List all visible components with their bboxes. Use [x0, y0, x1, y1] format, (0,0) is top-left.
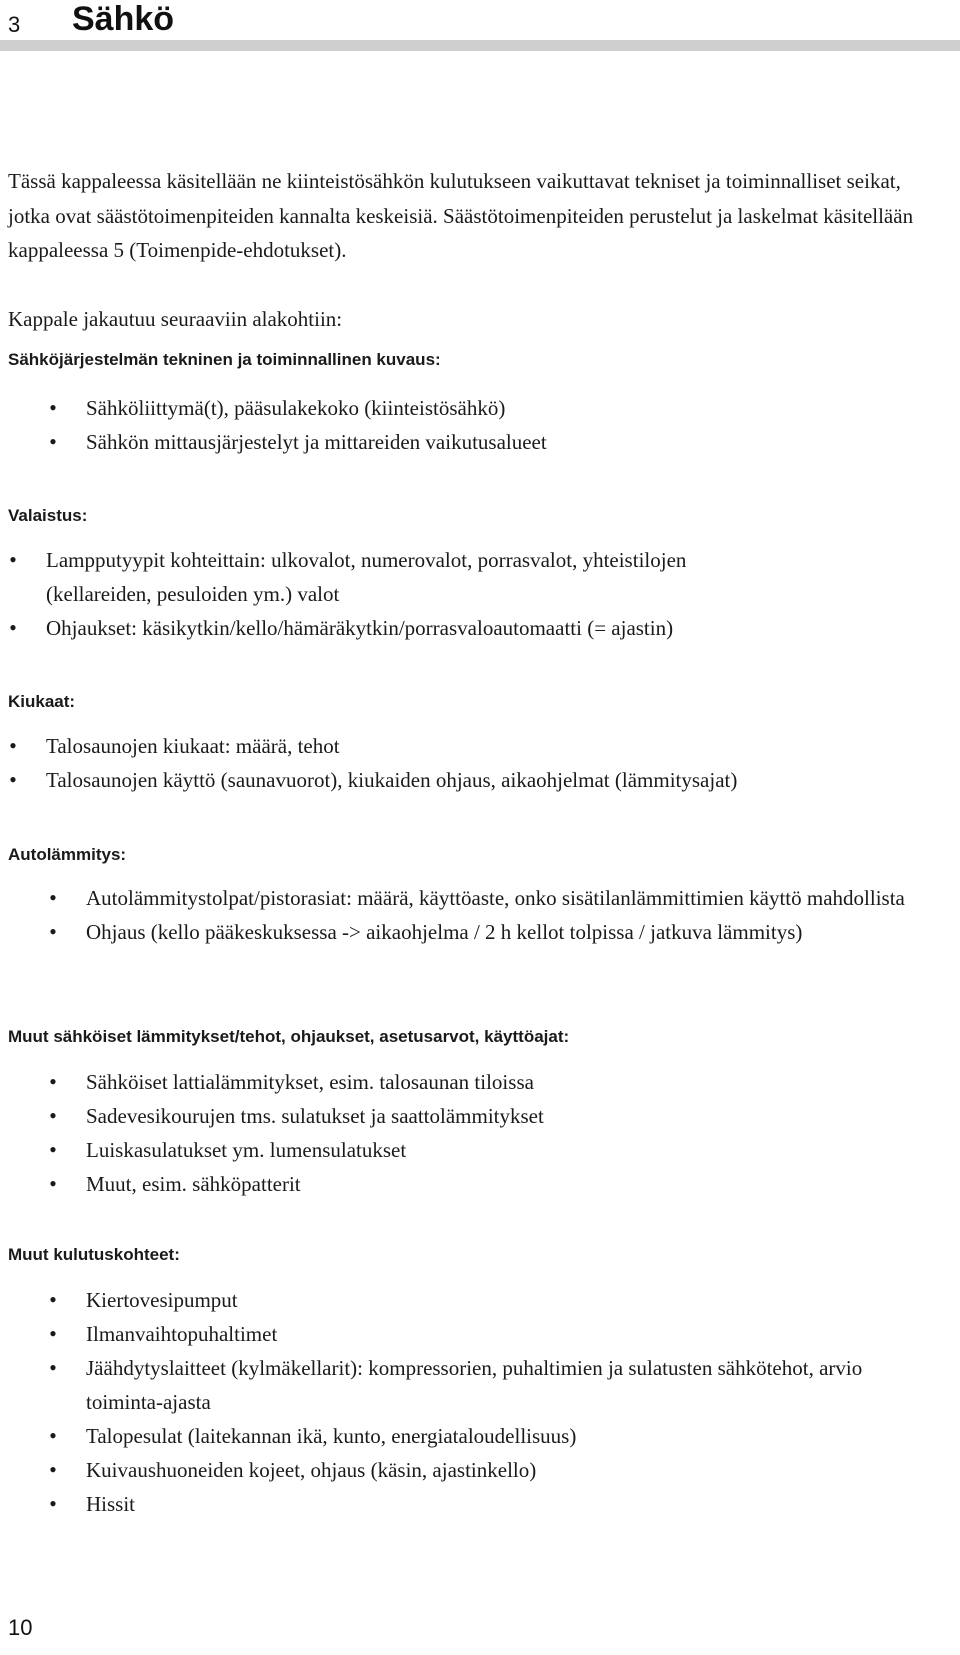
bullet-list — [49, 881, 906, 949]
bullet-list — [9, 543, 786, 645]
bullet-icon: • — [49, 429, 57, 454]
bullet-list — [49, 391, 946, 459]
bullet-icon: • — [49, 919, 57, 944]
list-item: • Jäähdytyslaitteet (kylmäkellarit): kompressorien, puhaltimien ja sulatusten sähkötehot, arvio toiminta-ajasta — [86, 1351, 876, 1419]
bullet-icon: • — [49, 1355, 57, 1380]
chapter-header — [0, 0, 960, 56]
bullet-icon: • — [49, 1069, 57, 1094]
section-heading: Autolämmitys: — [8, 845, 127, 864]
bullet-icon: • — [9, 733, 17, 758]
list-item: • Ohjaukset: käsikytkin/kello/hämäräkytkin/porrasvaloautomaatti (= ajastin) — [46, 611, 786, 645]
bullet-icon: • — [9, 615, 17, 640]
section-heading: Muut kulutuskohteet: — [8, 1245, 180, 1264]
list-item: • Luiskasulatukset ym. lumensulatukset — [86, 1133, 946, 1167]
list-item: • Hissit — [86, 1487, 876, 1521]
bullet-icon: • — [49, 395, 57, 420]
bullet-icon: • — [49, 885, 57, 910]
list-item: • Talopesulat (laitekannan ikä, kunto, energiataloudellisuus) — [86, 1419, 876, 1453]
bullet-icon: • — [49, 1103, 57, 1128]
bullet-icon: • — [49, 1321, 57, 1346]
bullet-icon: • — [49, 1491, 57, 1516]
bullet-icon: • — [49, 1171, 57, 1196]
header-rule — [0, 40, 960, 51]
list-item: • Ohjaus (kello pääkeskuksessa -> aikaohjelma / 2 h kellot tolpissa / jatkuva lämmitys) — [86, 915, 906, 949]
list-item: • Kiertovesipumput — [86, 1283, 876, 1317]
section-heading: Kiukaat: — [8, 692, 76, 711]
bullet-list — [9, 729, 946, 797]
list-item: • Talosaunojen käyttö (saunavuorot), kiukaiden ohjaus, aikaohjelmat (lämmitysajat) — [46, 763, 946, 797]
list-item: • Autolämmitystolpat/pistorasiat: määrä, käyttöaste, onko sisätilanlämmittimien käyttö mahdollista — [86, 881, 906, 915]
bullet-icon: • — [9, 547, 17, 572]
section-heading: Valaistus: — [8, 506, 88, 525]
chapter-number: 3 — [8, 12, 21, 37]
list-item: • Sadevesikourujen tms. sulatukset ja saattolämmitykset — [86, 1099, 946, 1133]
bullet-icon: • — [49, 1423, 57, 1448]
bullet-icon: • — [49, 1457, 57, 1482]
bullet-icon: • — [49, 1287, 57, 1312]
section-heading: Muut sähköiset lämmitykset/tehot, ohjaukset, asetusarvot, käyttöajat: — [8, 1027, 570, 1046]
bullet-list — [49, 1065, 946, 1201]
list-item: • Kuivaushuoneiden kojeet, ohjaus (käsin, ajastinkello) — [86, 1453, 876, 1487]
list-item: • Sähköiset lattialämmitykset, esim. talosaunan tiloissa — [86, 1065, 946, 1099]
bullet-list — [49, 1283, 876, 1521]
intro-paragraph: Tässä kappaleessa käsitellään ne kiinteistösähkön kulutukseen vaikuttavat tekniset ja toiminnalliset seikat, jotka ovat säästötoimenpiteiden kannalta keskeisiä. Säästötoimenpiteiden perustelut ja laskelmat käsitellään kappaleessa 5 (Toimenpide-ehdotukset). — [8, 169, 914, 262]
lead-paragraph: Kappale jakautuu seuraaviin alakohtiin: — [8, 307, 343, 331]
section-heading: Sähköjärjestelmän tekninen ja toiminnallinen kuvaus: — [8, 350, 441, 369]
list-item: • Sähkön mittausjärjestelyt ja mittareiden vaikutusalueet — [86, 425, 946, 459]
list-item: • Muut, esim. sähköpatterit — [86, 1167, 946, 1201]
chapter-title: Sähkö — [72, 0, 175, 38]
list-item: • Lampputyypit kohteittain: ulkovalot, numerovalot, porrasvalot, yhteistilojen (kellareiden, pesuloiden ym.) valot — [46, 543, 786, 611]
bullet-icon: • — [9, 767, 17, 792]
list-item: • Talosaunojen kiukaat: määrä, tehot — [46, 729, 946, 763]
page-number: 10 — [8, 1615, 33, 1640]
bullet-icon: • — [49, 1137, 57, 1162]
list-item: • Sähköliittymä(t), pääsulakekoko (kiinteistösähkö) — [86, 391, 946, 425]
list-item: • Ilmanvaihtopuhaltimet — [86, 1317, 876, 1351]
